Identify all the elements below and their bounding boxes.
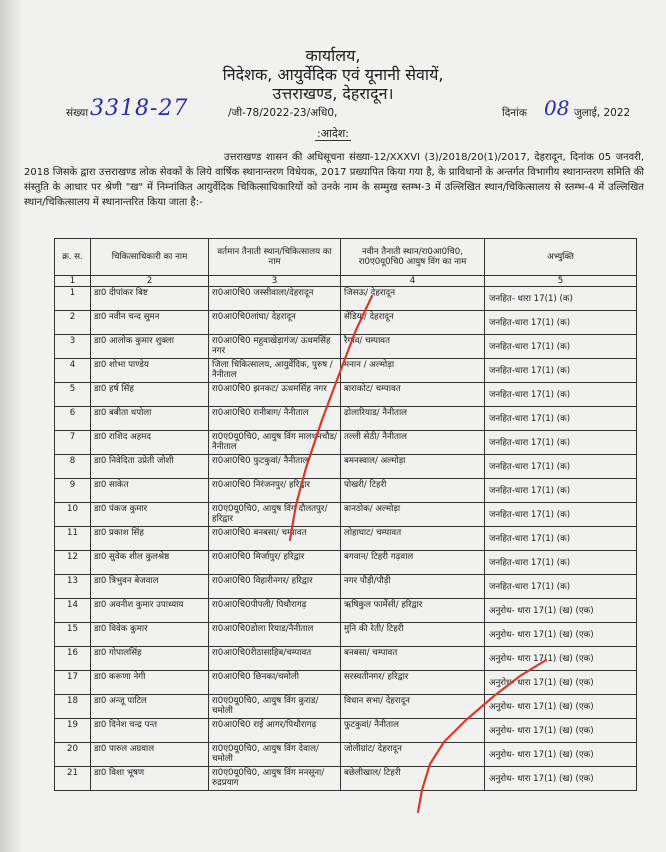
table-row [55,479,637,503]
remark-cell: अनुरोध- धारा 17(1) (ख) (एक) [485,599,637,623]
remark-cell: जनहित- धारा 17(1) (क) [485,287,637,311]
new-posting-cell: सेंडिया/ देहरादून [341,311,485,335]
table-row [55,431,637,455]
officer-name-cell: डा0 हर्ष सिंह [91,383,209,407]
officer-name-cell: डा0 विवेक कुमार [91,623,209,647]
table-row [55,575,637,599]
table-row [55,767,637,791]
new-posting-cell: विधान सभा/ देहरादून [341,695,485,719]
serial-number-cell: 3 [55,335,91,359]
column-index: 3 [209,276,341,287]
serial-number-cell: 10 [55,503,91,527]
current-posting-cell: रा0आ0चि0 फुटकुवां/ नैनीताल [209,455,341,479]
remark-cell: जनहित-धारा 17(1) (क) [485,455,637,479]
serial-number-cell: 4 [55,359,91,383]
header-remarks: अभ्युक्ति [485,239,637,276]
officer-name-cell: डा0 साकेत [91,479,209,503]
remark-cell: जनहित-धारा 17(1) (क) [485,359,637,383]
officer-name-cell: डा0 त्रिभुवन बेजवाल [91,575,209,599]
new-posting-cell: बनबसा/ चम्पावत [341,647,485,671]
order-title-text: :आदेश: [317,127,349,140]
table-row [55,335,637,359]
officer-name-cell: डा0 प्रकाश सिंह [91,527,209,551]
officer-name-cell: डा0 दीपांकर बिष्ट [91,287,209,311]
new-posting-cell: रैगांव/ चम्पावत [341,335,485,359]
new-posting-cell: मनान / अल्मोड़ा [341,359,485,383]
table-row [55,311,637,335]
remark-cell: जनहित-धारा 17(1) (क) [485,503,637,527]
office-header [0,46,666,103]
date-label: दिनांक [502,107,527,119]
serial-number-cell: 9 [55,479,91,503]
serial-number-cell: 14 [55,599,91,623]
serial-number-cell: 8 [55,455,91,479]
reference-code: /जी-78/2022-23/अधि0, [228,107,338,119]
handwritten-date: 08 [544,96,570,120]
current-posting-cell: रा0आ0चि0 राई आगर/पिथौरागढ़ [209,719,341,743]
serial-number-cell: 6 [55,407,91,431]
serial-number-cell: 1 [55,287,91,311]
header-line-director: निदेशक, आयुर्वेदिक एवं यूनानी सेवायें, [222,65,444,84]
current-posting-cell: रा0ए0यू0चि0, आयुष विंग मनसूना/रुद्रप्रयाग [209,767,341,791]
officer-name-cell: डा0 नवीन चन्द सुमन [91,311,209,335]
remark-cell: जनहित-धारा 17(1) (क) [485,431,637,455]
serial-number-cell: 20 [55,743,91,767]
new-posting-cell: जोलीग्रांट/ देहरादून [341,743,485,767]
header-name: चिकित्साधिकारी का नाम [91,239,209,276]
table-row [55,743,637,767]
current-posting-cell: रा0ए0यू0चि0, आयुष विंग मालधनचौड/नैनीताल [209,431,341,455]
remark-cell: अनुरोध- धारा 17(1) (ख) (एक) [485,767,637,791]
remark-cell: अनुरोध- धारा 17(1) (ख) (एक) [485,743,637,767]
header-line-location: उत्तराखण्ड, देहरादून। [272,84,394,103]
current-posting-cell: रा0आ0चि0 जस्सीवाला/देहरादून [209,287,341,311]
header-current-posting: वर्तमान तैनाती स्थान/चिकित्सालय का नाम [209,239,341,276]
new-posting-cell: बछेलीखाल/ टिहरी [341,767,485,791]
order-paragraph: उत्तराखण्ड शासन की अधिसूचना संख्या-12/XXXVI (3)/2018/20(1)/2017, देहरादून, दिनांक 05 जनवरी, 2018 जिसके द्वारा उत्तराखण्ड लोक सेवकों के लिये वार्षिक स्थानान्तरण विधेयक, 2017 प्रख्यापित किया गया है, के प्राविधानों के अन्तर्गत विभागीय स्थानान्तरण समिति की संस्तुति के आधार पर श्रेणी "ख" में निम्नांकित आयुर्वेदिक चिकित्साधिकारियों को उनके नाम के सम्मुख स्तम्भ-3 में उल्लिखित स्थान/चिकित्सालय से स्तम्भ-4 में उल्लिखित स्थान/चिकित्सालय में स्थानान्तरित किया जाता है:- [24,152,644,208]
number-label: संख्या [66,107,89,119]
reference-line [66,96,636,124]
remark-cell: जनहित-धारा 17(1) (क) [485,527,637,551]
officer-name-cell: डा0 विशा भूषण [91,767,209,791]
officer-name-cell: डा0 अवनीश कुमार उपाध्याय [91,599,209,623]
header-new-posting: नवीन तैनाती स्थान/रा0आ0चि0, रा0ए0यू0चि0 आयुष विंग का नाम [341,239,485,276]
date-month-year: जुलाई, 2022 [574,107,631,119]
new-posting-cell: पोखरी/ टिहरी [341,479,485,503]
column-index: 4 [341,276,485,287]
current-posting-cell: रा0आ0चि0 विहारीनगर/ हरिद्वार [209,575,341,599]
serial-number-cell: 2 [55,311,91,335]
new-posting-cell: ढोलारियाड/ नैनीताल [341,407,485,431]
new-posting-cell: बाराकोट/ चम्पावत [341,383,485,407]
handwritten-number: 3318-27 [90,96,189,121]
transfer-table [54,238,637,791]
table-row [55,695,637,719]
serial-number-cell: 12 [55,551,91,575]
table-row [55,671,637,695]
remark-cell: जनहित-धारा 17(1) (क) [485,407,637,431]
new-posting-cell: मुनि की रेती/ टिहरी [341,623,485,647]
table-row [55,359,637,383]
table-row [55,383,637,407]
column-index: 5 [485,276,637,287]
serial-number-cell: 18 [55,695,91,719]
current-posting-cell: रा0आ0चि0 झनकट/ ऊधमसिंह नगर [209,383,341,407]
current-posting-cell: रा0आ0चि0 निरंजनपुर/ हरिद्वार [209,479,341,503]
officer-name-cell: डा0 पारुल अग्रवाल [91,743,209,767]
table-row [55,623,637,647]
officer-name-cell: डा0 राशिद अहमद [91,431,209,455]
current-posting-cell: रा0आ0चि0डोला रियाड/नैनीताल [209,623,341,647]
remark-cell: अनुरोध- धारा 17(1) (ख) (एक) [485,695,637,719]
new-posting-cell: जिसऊ/ देहरादून [341,287,485,311]
officer-name-cell: डा0 गोपालसिंह [91,647,209,671]
serial-number-cell: 17 [55,671,91,695]
serial-number-cell: 21 [55,767,91,791]
current-posting-cell: जिला चिकित्सालय, आयुर्वेदिक, पुरुष / नैनीताल [209,359,341,383]
officer-name-cell: डा0 शोभा पाण्डेय [91,359,209,383]
current-posting-cell: रा0आ0चि0 रानीबाग/ नैनीताल [209,407,341,431]
serial-number-cell: 16 [55,647,91,671]
current-posting-cell: रा0आ0चि0पीपली/ पिथौरागढ़ [209,599,341,623]
header-line-office: कार्यालय, [305,46,361,65]
remark-cell: अनुरोध- धारा 17(1) (ख) (एक) [485,719,637,743]
serial-number-cell: 11 [55,527,91,551]
table-row [55,551,637,575]
new-posting-cell: सरस्वतीनगर/ हरिद्वार [341,671,485,695]
table-header-row [55,239,637,276]
officer-name-cell: डा0 सुवेक शील कुलश्रेष्ठ [91,551,209,575]
current-posting-cell: रा0ए0यू0चि0, आयुष विंग दौलतपुर/ हरिद्वार [209,503,341,527]
table-row [55,503,637,527]
officer-name-cell: डा0 बबीता धपोला [91,407,209,431]
officer-name-cell: डा0 करूणा नेगी [91,671,209,695]
remark-cell: अनुरोध- धारा 17(1) (ख) (एक) [485,647,637,671]
remark-cell: जनहित-धारा 17(1) (क) [485,479,637,503]
new-posting-cell: ऋषिकुल फार्मेसी/ हरिद्वार [341,599,485,623]
remark-cell: जनहित-धारा 17(1) (क) [485,575,637,599]
officer-name-cell: डा0 पंकज कुमार [91,503,209,527]
current-posting-cell: रा0आ0चि0लांघा/ देहरादून [209,311,341,335]
table-row [55,527,637,551]
table-body [55,287,637,791]
remark-cell: जनहित-धारा 17(1) (क) [485,551,637,575]
table-row [55,455,637,479]
table-row [55,407,637,431]
officer-name-cell: डा0 दिनेश चन्द्र पन्त [91,719,209,743]
table-row [55,719,637,743]
header-serial: क्र. स. [55,239,91,276]
serial-number-cell: 5 [55,383,91,407]
table-row [55,599,637,623]
current-posting-cell: रा0ए0यू0चि0, आयुष विंग देवाल/चमोली [209,743,341,767]
column-index: 1 [55,276,91,287]
current-posting-cell: रा0ए0यू0चि0, आयुष विंग कुराड/चमोली [209,695,341,719]
table-row [55,647,637,671]
new-posting-cell: बगवान/ टिहरी गढ़वाल [341,551,485,575]
officer-name-cell: डा0 आलोक कुमार शुक्ला [91,335,209,359]
officer-name-cell: डा0 अन्जू पाटिल [91,695,209,719]
new-posting-cell: फुटकुवां/ नैनीताल [341,719,485,743]
new-posting-cell: बमनस्वाल/ अल्मोड़ा [341,455,485,479]
serial-number-cell: 7 [55,431,91,455]
remark-cell: अनुरोध- धारा 17(1) (ख) (एक) [485,671,637,695]
remark-cell: जनहित-धारा 17(1) (क) [485,335,637,359]
current-posting-cell: रा0आ0चि0 महुवाखेड़ागंज/ ऊधमसिंह नगर [209,335,341,359]
new-posting-cell: लोहाघाट/ चम्पावत [341,527,485,551]
table-row [55,287,637,311]
order-title [0,126,666,141]
remark-cell: जनहित-धारा 17(1) (क) [485,311,637,335]
serial-number-cell: 13 [55,575,91,599]
current-posting-cell: रा0आ0चि0 मिर्जापुर/ हरिद्वार [209,551,341,575]
current-posting-cell: रा0आ0चि0 छिनका/चमोली [209,671,341,695]
serial-number-cell: 15 [55,623,91,647]
new-posting-cell: तल्ली सेठी/ नैनीताल [341,431,485,455]
current-posting-cell: रा0आ0चि0रीठासाहिब/चम्पावत [209,647,341,671]
new-posting-cell: बानठोक/ अल्मोड़ा [341,503,485,527]
remark-cell: अनुरोध- धारा 17(1) (ख) (एक) [485,623,637,647]
column-index-row [55,276,637,287]
remark-cell: जनहित-धारा 17(1) (क) [485,383,637,407]
current-posting-cell: रा0आ0चि0 बनबसा/ चम्पावत [209,527,341,551]
new-posting-cell: नगर पौड़ी/पौड़ी [341,575,485,599]
officer-name-cell: डा0 निवेदिता उप्रेती जोशी [91,455,209,479]
serial-number-cell: 19 [55,719,91,743]
column-index: 2 [91,276,209,287]
